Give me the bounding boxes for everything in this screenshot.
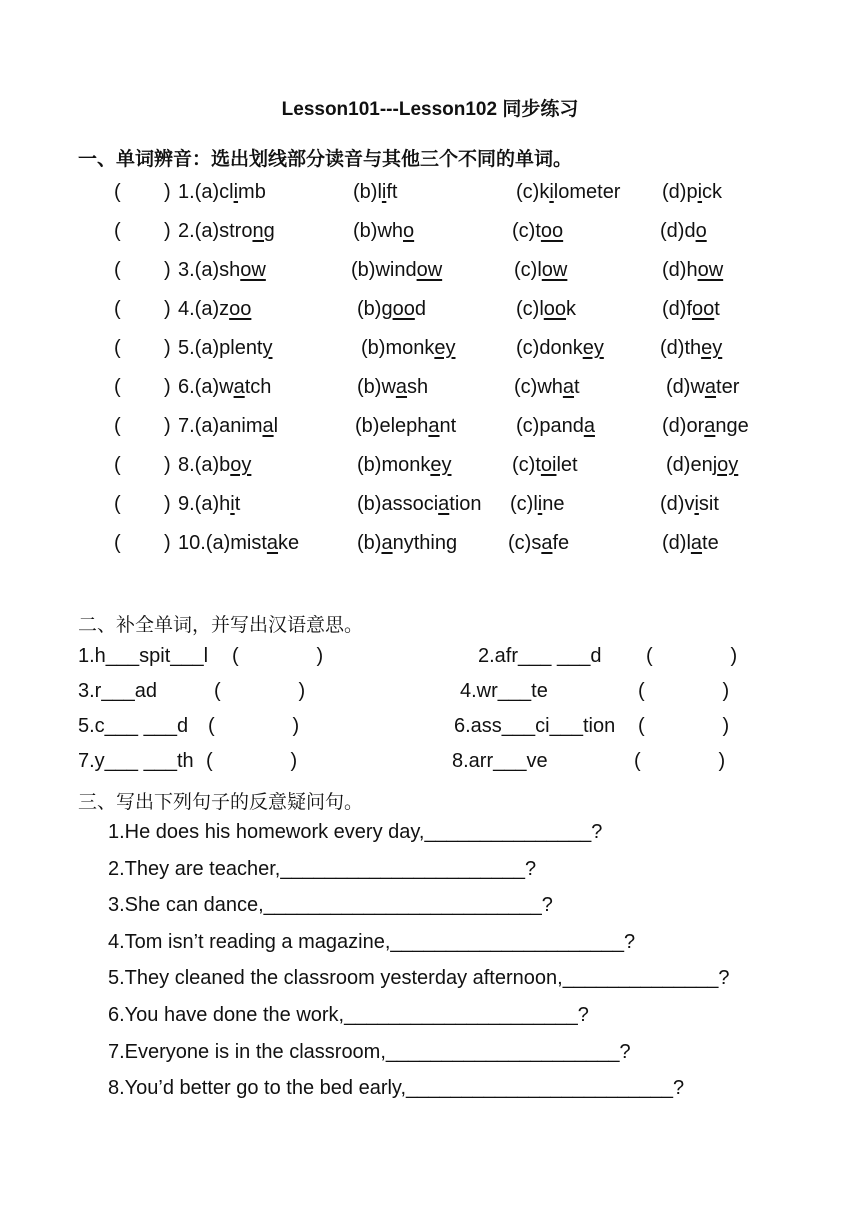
meaning-paren: ( ) <box>638 680 730 702</box>
answer-paren-close: ) <box>164 181 171 203</box>
answer-paren-close: ) <box>164 454 171 476</box>
section-1-heading: 一、单词辨音：选出划线部分读音与其他三个不同的单词。 <box>78 149 573 170</box>
answer-paren-open: ( <box>114 454 121 476</box>
option-word: 8.(a)boy <box>178 454 252 476</box>
question-row <box>0 454 860 480</box>
option-word: (d)late <box>662 532 719 554</box>
option-word: (c)what <box>514 376 580 398</box>
answer-paren-open: ( <box>114 259 121 281</box>
tag-question-item: 7.Everyone is in the classroom,_____________________? <box>108 1040 631 1063</box>
option-word: 1.(a)climb <box>178 181 266 203</box>
option-word: (b)elephant <box>355 415 457 437</box>
answer-paren-open: ( <box>114 181 121 203</box>
meaning-paren: ( ) <box>206 750 298 772</box>
answer-paren-open: ( <box>114 532 121 554</box>
incomplete-word: 2.afr___ ___d <box>478 645 602 667</box>
option-word: (c)panda <box>516 415 595 437</box>
option-word: (d)water <box>666 376 740 398</box>
question-row <box>0 493 860 519</box>
tag-question-item: 3.She can dance,_________________________? <box>108 894 553 917</box>
option-word: (c)line <box>510 493 565 515</box>
option-word: (d)pick <box>662 181 723 203</box>
option-word: 5.(a)plenty <box>178 337 273 359</box>
answer-paren-close: ) <box>164 220 171 242</box>
option-word: (b)monkey <box>357 454 452 476</box>
incomplete-word: 5.c___ ___d <box>78 715 189 737</box>
question-row <box>0 532 860 558</box>
option-word: (d)foot <box>662 298 720 320</box>
meaning-paren: ( ) <box>232 645 324 667</box>
fill-word-item <box>0 715 860 741</box>
question-row <box>0 337 860 363</box>
tag-question-item: 6.You have done the work,_____________________? <box>108 1004 589 1026</box>
option-word: 10.(a)mistake <box>178 532 300 554</box>
question-row <box>0 298 860 324</box>
section-2-heading: 二、补全单词，并写出汉语意思。 <box>78 615 364 636</box>
option-word: (d)how <box>662 259 724 281</box>
option-word: (c)donkey <box>516 337 604 359</box>
option-word: 9.(a)hit <box>178 493 241 515</box>
fill-word-item <box>0 750 860 776</box>
question-row <box>0 259 860 285</box>
option-word: (c)look <box>516 298 577 320</box>
question-row <box>0 376 860 402</box>
question-row <box>0 415 860 441</box>
tag-question-item: 4.Tom isn’t reading a magazine,_____________________? <box>108 930 636 953</box>
option-word: (c)safe <box>508 532 570 554</box>
tag-question-item: 2.They are teacher,______________________? <box>108 857 537 880</box>
option-word: 4.(a)zoo <box>178 298 252 320</box>
answer-paren-close: ) <box>164 337 171 359</box>
section-3-heading: 三、写出下列句子的反意疑问句。 <box>78 792 364 813</box>
incomplete-word: 4.wr___te <box>460 680 548 702</box>
answer-paren-open: ( <box>114 337 121 359</box>
answer-paren-open: ( <box>114 415 121 437</box>
meaning-paren: ( ) <box>638 715 730 737</box>
page-title: Lesson101---Lesson102 同步练习 <box>281 99 579 120</box>
option-word: (b)monkey <box>361 337 456 359</box>
question-row <box>0 220 860 246</box>
option-word: (b)window <box>351 259 443 281</box>
option-word: 3.(a)show <box>178 259 266 281</box>
tag-question-item: 8.You’d better go to the bed early,________________________? <box>108 1077 685 1100</box>
option-word: (c)low <box>514 259 568 281</box>
option-word: 7.(a)animal <box>178 415 279 437</box>
option-word: (d)orange <box>662 415 749 437</box>
tag-question-item: 5.They cleaned the classroom yesterday afternoon,______________? <box>108 967 730 990</box>
answer-paren-close: ) <box>164 532 171 554</box>
meaning-paren: ( ) <box>634 750 726 772</box>
answer-paren-open: ( <box>114 298 121 320</box>
fill-word-item <box>0 645 860 671</box>
option-word: (b)wash <box>357 376 429 398</box>
option-word: 2.(a)strong <box>178 220 275 242</box>
option-word: (c)kilometer <box>516 181 621 203</box>
incomplete-word: 6.ass___ci___tion <box>454 715 616 737</box>
option-word: (d)visit <box>660 493 719 515</box>
tag-question-item: 1.He does his homework every day,_______________? <box>108 821 603 843</box>
option-word: (b)association <box>357 493 482 515</box>
option-word: (d)enjoy <box>666 454 739 476</box>
option-word: (b)good <box>357 298 426 320</box>
option-word: 6.(a)watch <box>178 376 272 398</box>
option-word: (b)who <box>353 220 415 242</box>
answer-paren-close: ) <box>164 415 171 437</box>
incomplete-word: 1.h___spit___l <box>78 645 209 667</box>
option-word: (d)they <box>660 337 723 359</box>
question-row <box>0 181 860 207</box>
incomplete-word: 3.r___ad <box>78 680 157 702</box>
answer-paren-close: ) <box>164 493 171 515</box>
option-word: (c)toilet <box>512 454 578 476</box>
incomplete-word: 8.arr___ve <box>452 750 548 772</box>
answer-paren-close: ) <box>164 376 171 398</box>
meaning-paren: ( ) <box>214 680 306 702</box>
answer-paren-close: ) <box>164 259 171 281</box>
answer-paren-open: ( <box>114 376 121 398</box>
meaning-paren: ( ) <box>646 645 738 667</box>
fill-word-item <box>0 680 860 706</box>
option-word: (c)too <box>512 220 564 242</box>
option-word: (d)do <box>660 220 707 242</box>
answer-paren-open: ( <box>114 493 121 515</box>
meaning-paren: ( ) <box>208 715 300 737</box>
answer-paren-open: ( <box>114 220 121 242</box>
option-word: (b)anything <box>357 532 458 554</box>
answer-paren-close: ) <box>164 298 171 320</box>
option-word: (b)lift <box>353 181 398 203</box>
incomplete-word: 7.y___ ___th <box>78 750 194 772</box>
